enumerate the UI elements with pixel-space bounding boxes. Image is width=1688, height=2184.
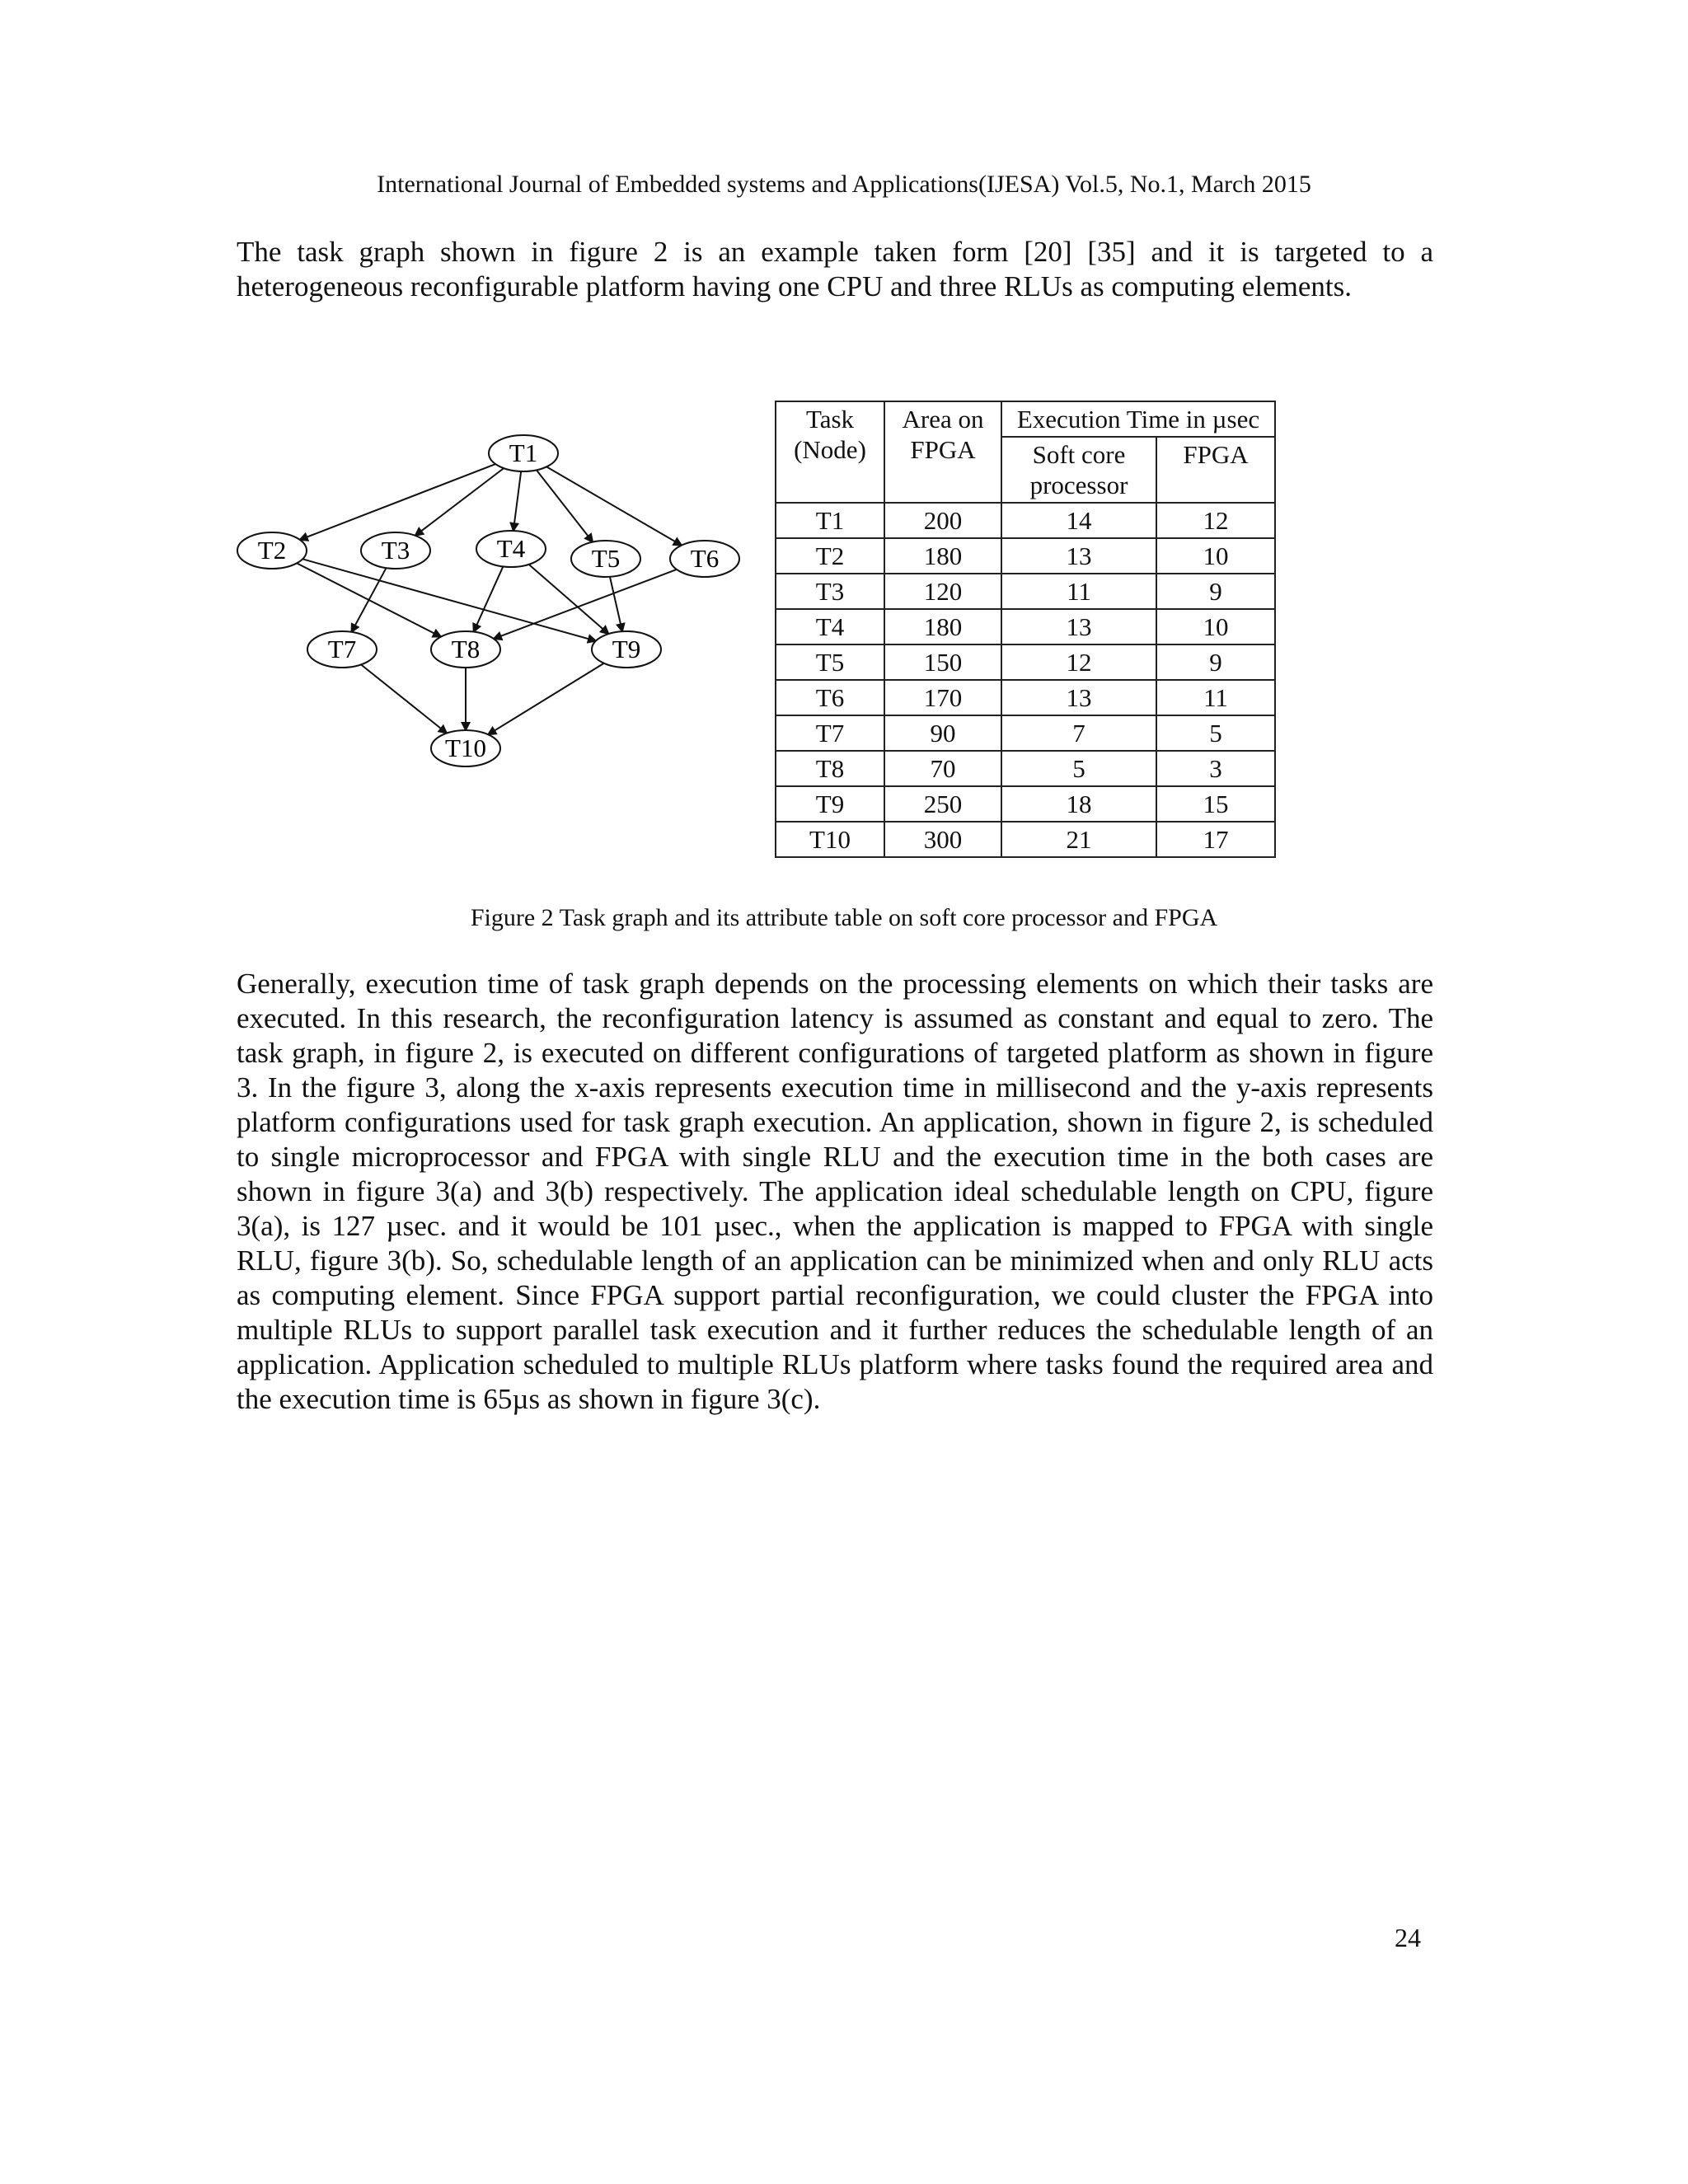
table-cell: 120	[884, 574, 1001, 609]
node-label: T10	[445, 733, 486, 762]
node-t9	[592, 631, 661, 668]
edge-t4-t8	[474, 566, 504, 631]
table-row	[776, 644, 1275, 680]
table-row	[776, 538, 1275, 574]
node-label: T4	[496, 534, 526, 563]
node-label: T3	[381, 536, 410, 565]
table-cell: 14	[1001, 503, 1156, 538]
table-cell: 13	[1001, 538, 1156, 574]
table-cell: 5	[1156, 715, 1275, 751]
table-cell: 12	[1001, 644, 1156, 680]
table-cell: 150	[884, 644, 1001, 680]
table-cell: T10	[776, 822, 884, 857]
node-label: T1	[509, 438, 538, 467]
figure-caption: Figure 2 Task graph and its attribute table on soft core processor and FPGA	[470, 904, 1218, 931]
table-cell: 18	[1001, 786, 1156, 822]
table-cell: T9	[776, 786, 884, 822]
edge-t1-t6	[546, 466, 682, 545]
table-cell: 12	[1156, 503, 1275, 538]
table-cell: T4	[776, 609, 884, 644]
table-cell: 11	[1156, 680, 1275, 715]
table-cell: 180	[884, 609, 1001, 644]
node-label: T2	[257, 536, 287, 565]
body-paragraph: Generally, execution time of task graph depends on the processing elements on which their tasks are executed. In this research, the reconfiguration latency is assumed as constant and equal to zero. The task graph, in figure 2, is executed on different configurations of targeted platform as shown in figure 3. In the figure 3, along the x-axis represents execution time in millisecond and the y-axis represents platform configurations used for task graph execution. An application, shown in figure 2, is scheduled to single microprocessor and FPGA with single RLU and the execution time in the both cases are shown in figure 3(a) and 3(b) respectively. The application ideal schedulable length on CPU, figure 3(a), is 127 µsec. and it would be 101 µsec., when the application is mapped to FPGA with single RLU, figure 3(b). So, schedulable length of an application can be minimized when and only RLU acts as computing element. Since FPGA support partial reconfiguration, we could cluster the FPGA into multiple RLUs to support parallel task execution and it further reduces the schedulable length of an application. Application scheduled to multiple RLUs platform where tasks found the required area and the execution time is 65µs as shown in figure 3(c).	[237, 968, 1433, 1415]
table-cell: 5	[1001, 751, 1156, 786]
table-cell: 180	[884, 538, 1001, 574]
table-cell: 10	[1156, 538, 1275, 574]
header-task: Task (Node)	[776, 401, 884, 503]
header-exec-time: Execution Time in µsec	[1001, 401, 1275, 437]
page-number: 24	[1395, 1923, 1421, 1952]
edge-t1-t4	[513, 471, 521, 531]
intro-paragraph: The task graph shown in figure 2 is an example taken form [20] [35] and it is targeted to a heterogeneous reconfigurable platform having one CPU and three RLUs as computing elements.	[237, 236, 1433, 302]
node-t7	[307, 631, 377, 668]
table-row	[776, 609, 1275, 644]
header-soft-core: Soft core processor	[1001, 437, 1156, 503]
table-cell: 11	[1001, 574, 1156, 609]
table-cell: T8	[776, 751, 884, 786]
header-fpga: FPGA	[1156, 437, 1275, 503]
node-t8	[431, 631, 500, 668]
table-cell: 90	[884, 715, 1001, 751]
node-t1	[489, 435, 558, 471]
table-cell: T6	[776, 680, 884, 715]
table-row	[776, 822, 1275, 857]
table-cell: 10	[1156, 609, 1275, 644]
node-t5	[571, 541, 640, 577]
table-row	[776, 751, 1275, 786]
table-cell: T7	[776, 715, 884, 751]
table-row	[776, 715, 1275, 751]
table-row	[776, 503, 1275, 538]
journal-header: International Journal of Embedded systems and Applications(IJESA) Vol.5, No.1, March 2015	[377, 171, 1311, 198]
table-cell: 13	[1001, 609, 1156, 644]
table-cell: 9	[1156, 644, 1275, 680]
node-label: T9	[612, 635, 641, 663]
node-label: T5	[591, 544, 621, 573]
node-t3	[361, 532, 430, 569]
node-t6	[670, 541, 739, 577]
table-cell: 250	[884, 786, 1001, 822]
node-label: T7	[327, 635, 357, 663]
table-cell: 3	[1156, 751, 1275, 786]
table-row	[776, 574, 1275, 609]
table-cell: 70	[884, 751, 1001, 786]
table-cell: 21	[1001, 822, 1156, 857]
attribute-table	[775, 401, 1276, 858]
table-cell: 300	[884, 822, 1001, 857]
edge-t6-t8	[494, 569, 677, 639]
edge-t1-t5	[537, 470, 593, 541]
table-cell: T1	[776, 503, 884, 538]
header-area: Area on FPGA	[884, 401, 1001, 503]
node-label: T6	[690, 544, 720, 573]
node-t10	[431, 730, 500, 766]
edge-t7-t10	[361, 664, 447, 733]
table-cell: 17	[1156, 822, 1275, 857]
table-cell: 13	[1001, 680, 1156, 715]
table-cell: T5	[776, 644, 884, 680]
table-cell: 200	[884, 503, 1001, 538]
table-cell: 170	[884, 680, 1001, 715]
table-cell: 7	[1001, 715, 1156, 751]
table-row	[776, 786, 1275, 822]
table-cell: T2	[776, 538, 884, 574]
node-label: T8	[451, 635, 481, 663]
edge-t9-t10	[488, 663, 604, 734]
table-row	[776, 680, 1275, 715]
edge-t2-t9	[302, 559, 596, 640]
node-t2	[237, 532, 307, 569]
edge-t5-t9	[610, 577, 622, 631]
edge-t1-t2	[300, 464, 495, 540]
table-cell: 15	[1156, 786, 1275, 822]
task-graph	[231, 429, 742, 783]
table-cell: T3	[776, 574, 884, 609]
node-t4	[476, 531, 546, 567]
table-cell: 9	[1156, 574, 1275, 609]
